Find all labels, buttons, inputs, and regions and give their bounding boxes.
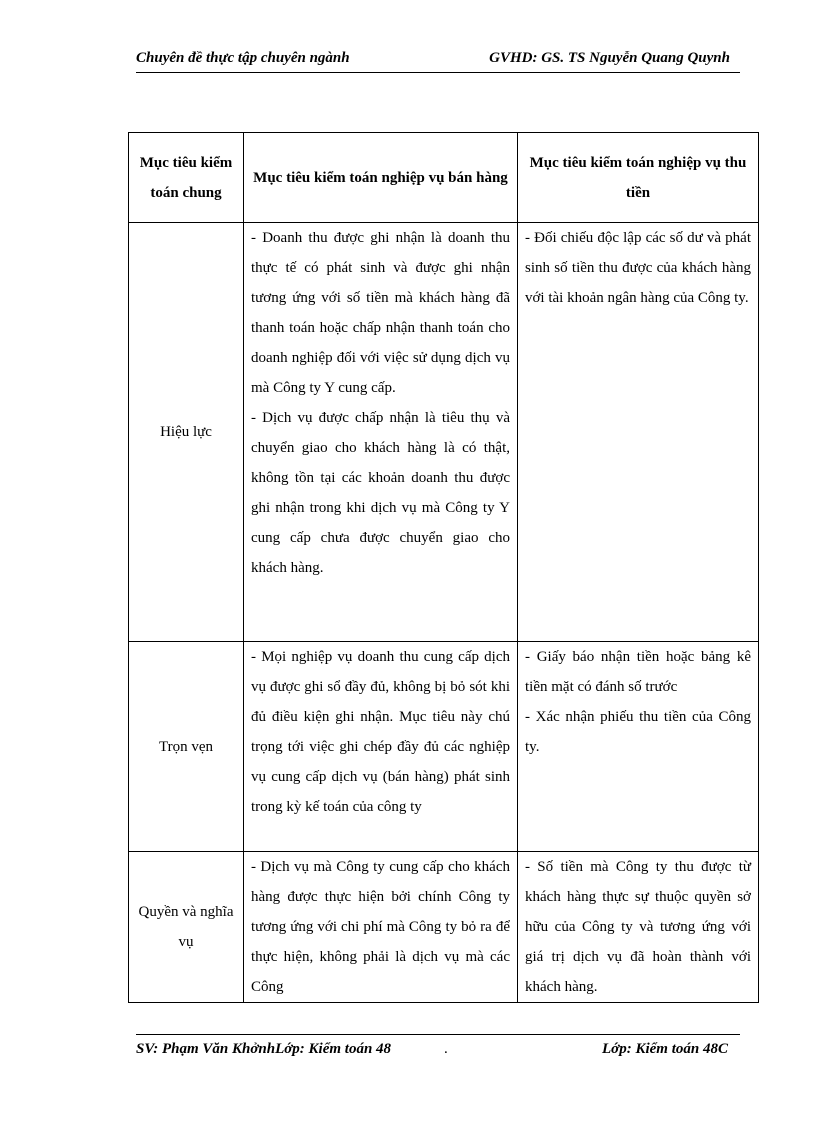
cell-paragraph: - Dịch vụ mà Công ty cung cấp cho khách hàng được thực hiện bởi chính Công ty tương ứng với chi phí mà Công ty bỏ ra để thực hiện, không phải là dịch vụ mà các Công <box>251 859 510 995</box>
table-header-row <box>129 133 759 223</box>
audit-objectives-table <box>128 132 759 1003</box>
header-title: Chuyên đề thực tập chuyên ngành <box>136 50 350 66</box>
footer-class: Lớp: Kiểm toán 48C <box>602 1041 728 1057</box>
cell-paragraph: - Mọi nghiệp vụ doanh thu cung cấp dịch vụ được ghi sổ đầy đủ, không bị bỏ sót khi đủ điều kiện ghi nhận. Mục tiêu này chú trọng tới việc ghi chép đầy đủ các nghiệp vụ cung cấp dịch vụ (bán hàng) phát sinh trong kỳ kế toán của công ty <box>251 649 510 815</box>
cell-paragraph: - Xác nhận phiếu thu tiền của Công ty. <box>525 709 751 755</box>
footer-student: SV: Phạm Văn KhởnhLớp: Kiểm toán 48 <box>136 1041 392 1057</box>
collection-cell <box>518 642 759 852</box>
cell-paragraph: - Giấy báo nhận tiền hoặc bảng kê tiền mặt có đánh số trước <box>525 649 751 695</box>
footer-dot: . <box>444 1041 448 1057</box>
row-label-validity: Hiệu lực <box>129 223 244 642</box>
header-general-objective: Mục tiêu kiểm toán chung <box>129 133 244 223</box>
table-row <box>129 852 759 1003</box>
cell-paragraph: - Đối chiếu độc lập các số dư và phát sinh số tiền thu được của khách hàng với tài khoản ngân hàng của Công ty. <box>525 230 751 306</box>
collection-cell <box>518 852 759 1003</box>
sales-cell <box>244 223 518 642</box>
cell-paragraph: - Doanh thu được ghi nhận là doanh thu thực tế có phát sinh và được ghi nhận tương ứng với số tiền mà khách hàng đã thanh toán hoặc chấp nhận thanh toán cho doanh nghiệp đối với việc sử dụng dịch vụ mà Công ty Y cung cấp. <box>251 230 510 396</box>
page-header <box>136 50 740 73</box>
sales-cell <box>244 642 518 852</box>
page-footer <box>136 1034 740 1063</box>
cell-paragraph: - Dịch vụ được chấp nhận là tiêu thụ và chuyển giao cho khách hàng là có thật, không tồn tại các khoản doanh thu được ghi nhận trong khi dịch vụ mà Công ty Y cung cấp chưa được chuyển giao cho khách hàng. <box>251 410 510 576</box>
row-label-completeness: Trọn vẹn <box>129 642 244 852</box>
header-sales-objective: Mục tiêu kiểm toán nghiệp vụ bán hàng <box>244 133 518 223</box>
header-collection-objective: Mục tiêu kiểm toán nghiệp vụ thu tiền <box>518 133 759 223</box>
row-label-rights-obligations: Quyền và nghĩa vụ <box>129 852 244 1003</box>
table-row <box>129 223 759 642</box>
sales-cell <box>244 852 518 1003</box>
collection-cell <box>518 223 759 642</box>
table-row <box>129 642 759 852</box>
cell-paragraph: - Số tiền mà Công ty thu được từ khách hàng thực sự thuộc quyền sở hữu của Công ty và tương ứng với giá trị dịch vụ đã hoàn thành với khách hàng. <box>525 859 751 995</box>
header-advisor: GVHD: GS. TS Nguyễn Quang Quynh <box>489 50 730 66</box>
